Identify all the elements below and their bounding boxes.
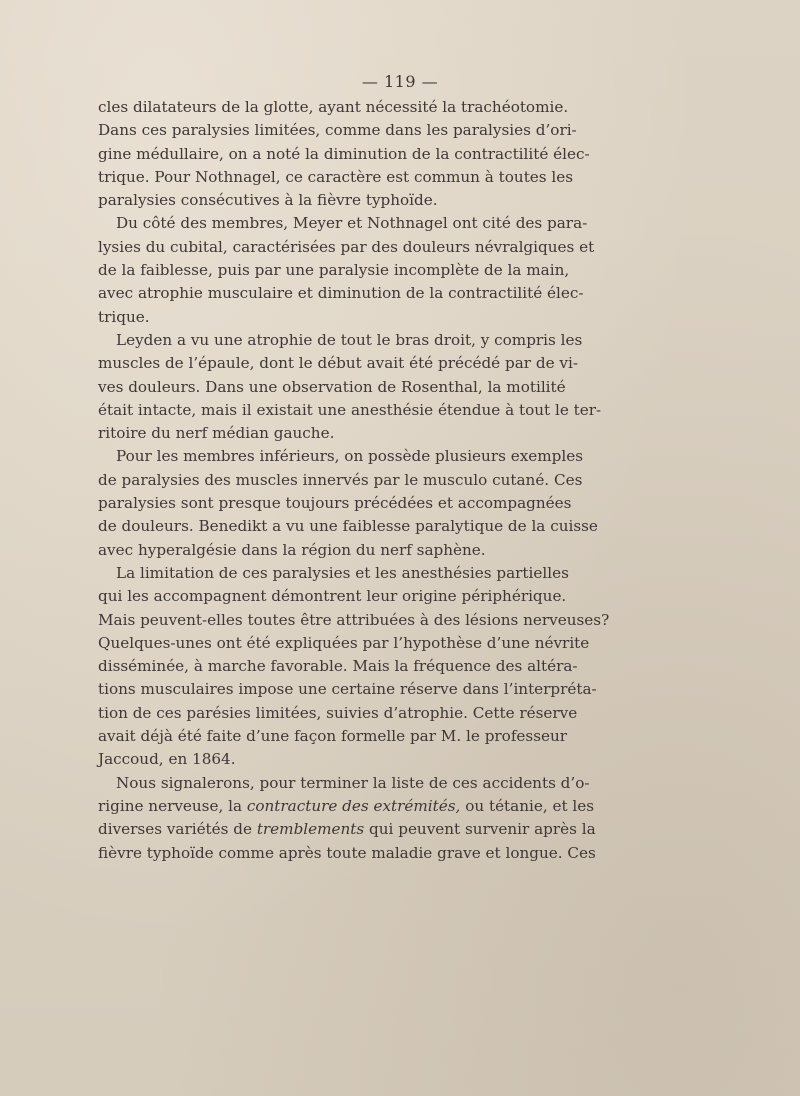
paragraph-2 <box>98 212 595 328</box>
italic-term: contracture des extrémités, <box>246 796 461 815</box>
text-line: cles dilatateurs de la glotte, ayant nécessité la trachéotomie. <box>98 98 569 116</box>
italic-term: tremblements <box>256 820 365 839</box>
text-run: qui peuvent survenir après la <box>364 820 596 839</box>
text-line-mixed <box>98 795 595 818</box>
text-line: tions musculaires impose une certaine réserve dans l’interpréta- <box>98 680 597 699</box>
text-line: Jaccoud, en 1864. <box>98 750 236 769</box>
text-line: ritoire du nerf médian gauche. <box>98 424 335 443</box>
body-text <box>98 96 610 865</box>
text-line: muscles de l’épaule, dont le début avait été précédé par de vi- <box>98 354 578 373</box>
text-line: ves douleurs. Dans une observation de Rosenthal, la motilité <box>98 377 566 396</box>
text-line: trique. Pour Nothnagel, ce caractère est commun à toutes les <box>98 167 574 186</box>
text-line: Du côté des membres, Meyer et Nothnagel ont cité des para- <box>116 214 588 233</box>
text-line: paralysies consécutives à la fièvre typhoïde. <box>98 191 438 210</box>
text-line: gine médullaire, on a noté la diminution de la contractilité élec- <box>98 144 590 163</box>
text-line: de paralysies des muscles innervés par le musculo cutané. Ces <box>98 470 583 489</box>
page-number: — 119 — <box>361 72 439 91</box>
text-line: lysies du cubital, caractérisées par des douleurs névralgiques et <box>98 237 595 256</box>
text-line: tion de ces parésies limitées, suivies d’atrophie. Cette réserve <box>98 703 578 722</box>
text-run: diverses variétés de <box>98 820 257 839</box>
text-line: Nous signalerons, pour terminer la liste de ces accidents d’o- <box>116 773 590 792</box>
text-line: qui les accompagnent démontrent leur origine périphérique. <box>98 587 567 606</box>
paragraph-1 <box>98 96 590 212</box>
text-line: Dans ces paralysies limitées, comme dans les paralysies d’ori- <box>98 121 577 140</box>
text-line: avec atrophie musculaire et diminution de la contractilité élec- <box>98 284 584 303</box>
text-line: fièvre typhoïde comme après toute maladie grave et longue. Ces <box>98 843 596 862</box>
text-line: de douleurs. Benedikt a vu une faiblesse paralytique de la cuisse <box>98 517 598 536</box>
text-line: avait déjà été faite d’une façon formelle par M. le professeur <box>98 727 568 746</box>
text-line: La limitation de ces paralysies et les anesthésies partielles <box>116 563 569 582</box>
paragraph-3 <box>98 329 602 445</box>
text-run: rigine nerveuse, la <box>98 796 247 815</box>
text-line: Pour les membres inférieurs, on possède plusieurs exemples <box>116 447 584 466</box>
paragraph-4 <box>98 445 598 561</box>
paragraph-6 <box>98 772 596 865</box>
text-line: paralysies sont presque toujours précédées et accompagnées <box>98 494 572 513</box>
text-line-mixed <box>98 818 596 841</box>
text-line: était intacte, mais il existait une anesthésie étendue à tout le ter- <box>98 400 602 419</box>
text-line: de la faiblesse, puis par une paralysie incomplète de la main, <box>98 261 570 280</box>
text-line: Mais peuvent-elles toutes être attribuées à des lésions nerveuses? <box>98 610 610 629</box>
text-line: Quelques-unes ont été expliquées par l’hypothèse d’une névrite <box>98 633 590 652</box>
text-line: avec hyperalgésie dans la région du nerf saphène. <box>98 540 486 559</box>
text-run: ou tétanie, et les <box>460 796 595 815</box>
paragraph-5 <box>98 562 610 772</box>
text-line: Leyden a vu une atrophie de tout le bras droit, y compris les <box>116 330 583 349</box>
text-line: disséminée, à marche favorable. Mais la fréquence des altéra- <box>98 657 578 676</box>
text-line: trique. <box>98 307 150 326</box>
